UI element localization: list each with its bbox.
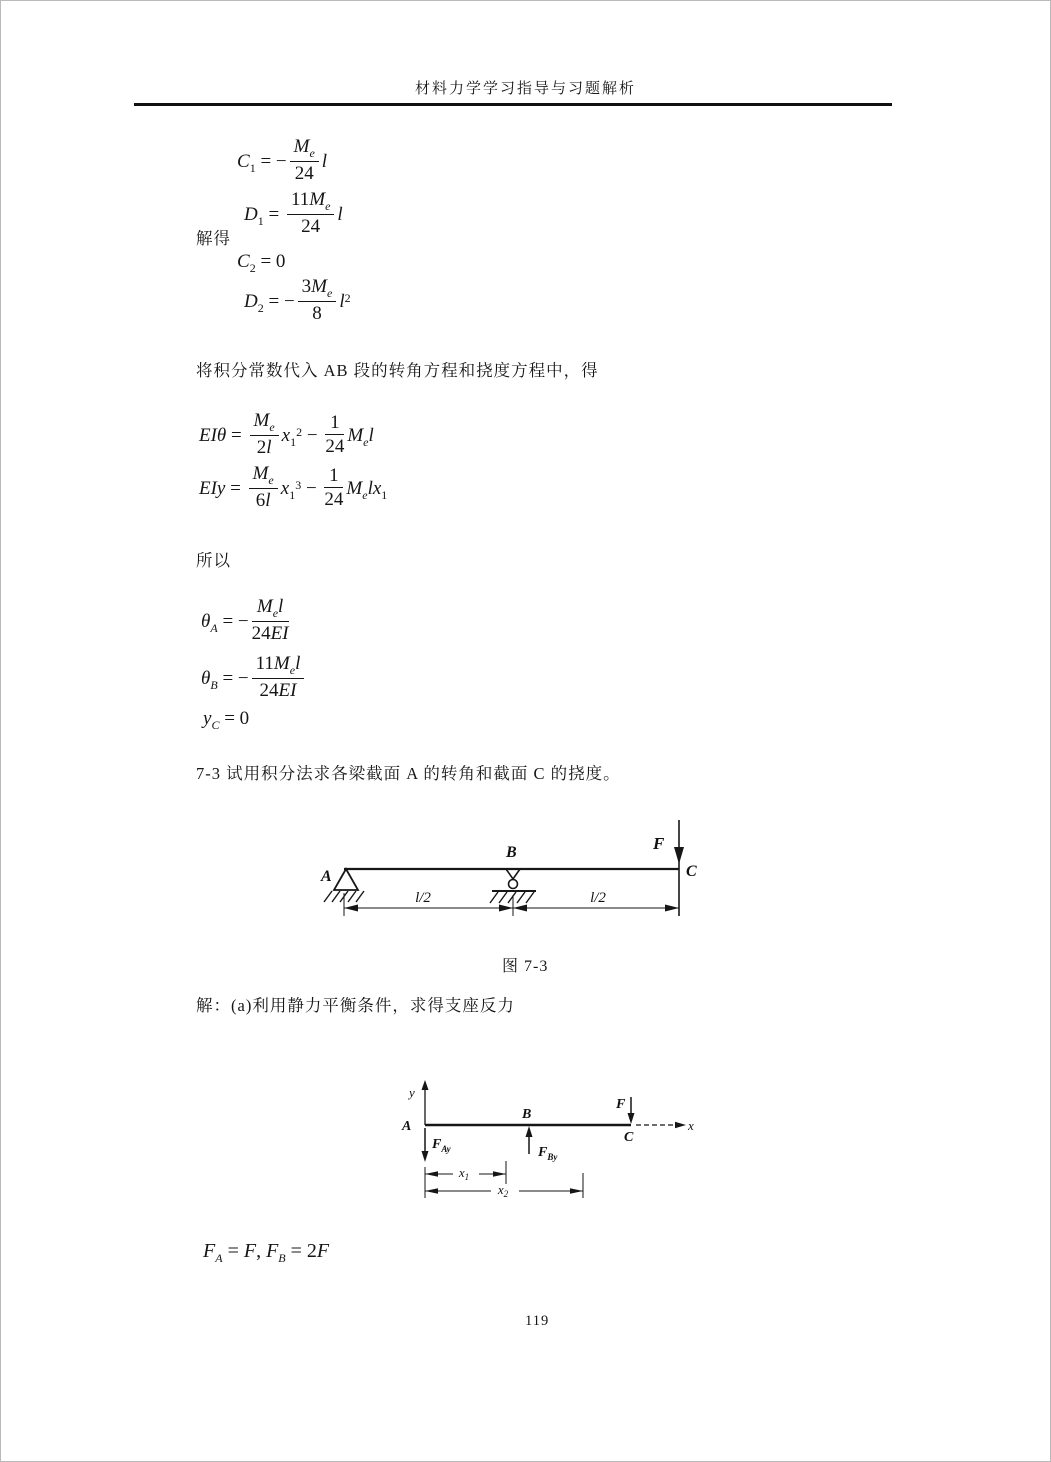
label-suoyi: 所以 xyxy=(196,551,231,570)
formula-theta-b: $\theta_B$ = − $\frac{11M_el}{24EI}$ xyxy=(201,655,307,704)
free-body-diagram xyxy=(396,1075,696,1203)
figure-caption: 图 7-3 xyxy=(502,958,549,975)
label-c: C xyxy=(624,1130,634,1145)
dim-label-right: l/2 xyxy=(590,890,606,906)
force-f-arrow xyxy=(628,1097,635,1124)
formula-fa-fb: $F_A = F$, $F_B = 2F$ xyxy=(203,1240,330,1265)
formula-y-c: $y_C = 0$ xyxy=(203,708,250,732)
label-a: A xyxy=(321,868,332,885)
formula-theta-a: $\theta_A$ = − $\frac{M_el}{24EI}$ xyxy=(201,596,289,645)
formula-d2: $D_2$ = − $\frac{3M_e}{8}$ $l^2$ xyxy=(244,276,351,325)
label-x2: $x_2$ xyxy=(497,1182,509,1199)
axis-y-label: y xyxy=(409,1085,415,1100)
label-fby: $F_{By}$ xyxy=(538,1145,558,1162)
label-fay: $F_{Ay}$ xyxy=(432,1137,451,1154)
axis-x-label: x xyxy=(688,1118,694,1133)
label-jiede: 解得 xyxy=(196,229,231,248)
label-b: B xyxy=(506,844,517,861)
label-a: A xyxy=(402,1119,412,1134)
beam-figure-7-3 xyxy=(316,807,716,922)
paragraph-substitute-constants: 将积分常数代入 AB 段的转角方程和挠度方程中，得 xyxy=(196,361,599,380)
label-b: B xyxy=(522,1107,532,1122)
axis-y xyxy=(422,1080,429,1125)
paragraph-problem-7-3: 7-3 试用积分法求各梁截面 A 的转角和截面 C 的挠度。 xyxy=(196,764,621,783)
dimension-line xyxy=(344,893,679,916)
label-f: F xyxy=(616,1097,626,1112)
header-rule xyxy=(134,103,892,106)
label-x1: $x_1$ xyxy=(458,1165,470,1182)
reaction-fby-arrow xyxy=(526,1126,533,1154)
reaction-fay-arrow xyxy=(422,1128,429,1162)
label-c: C xyxy=(686,863,697,880)
formula-c2: $C_2 = 0$ xyxy=(237,251,286,275)
formula-c1: $C_1$ = − $\frac{M_e}{24}$ l xyxy=(237,136,328,185)
page-header-title: 材料力学学习指导与习题解析 xyxy=(414,81,636,97)
formula-ei-theta: EIθ = $\frac{M_e}{2l}$ $x_1^2$ − $\frac{1}{24}$ $M_el$ xyxy=(199,410,374,459)
formula-d1: $D_1$ = $\frac{11M_e}{24}$ l xyxy=(244,189,343,238)
label-f: F xyxy=(653,834,665,853)
formula-ei-y: EIy = $\frac{M_e}{6l}$ $x_1^3$ − $\frac{1}{24}$ $M_elx_1$ xyxy=(199,463,388,512)
axis-x xyxy=(636,1122,686,1128)
page-number: 119 xyxy=(525,1313,550,1329)
paragraph-solution-a: 解：(a)利用静力平衡条件，求得支座反力 xyxy=(196,996,515,1015)
dim-label-left: l/2 xyxy=(415,890,431,906)
